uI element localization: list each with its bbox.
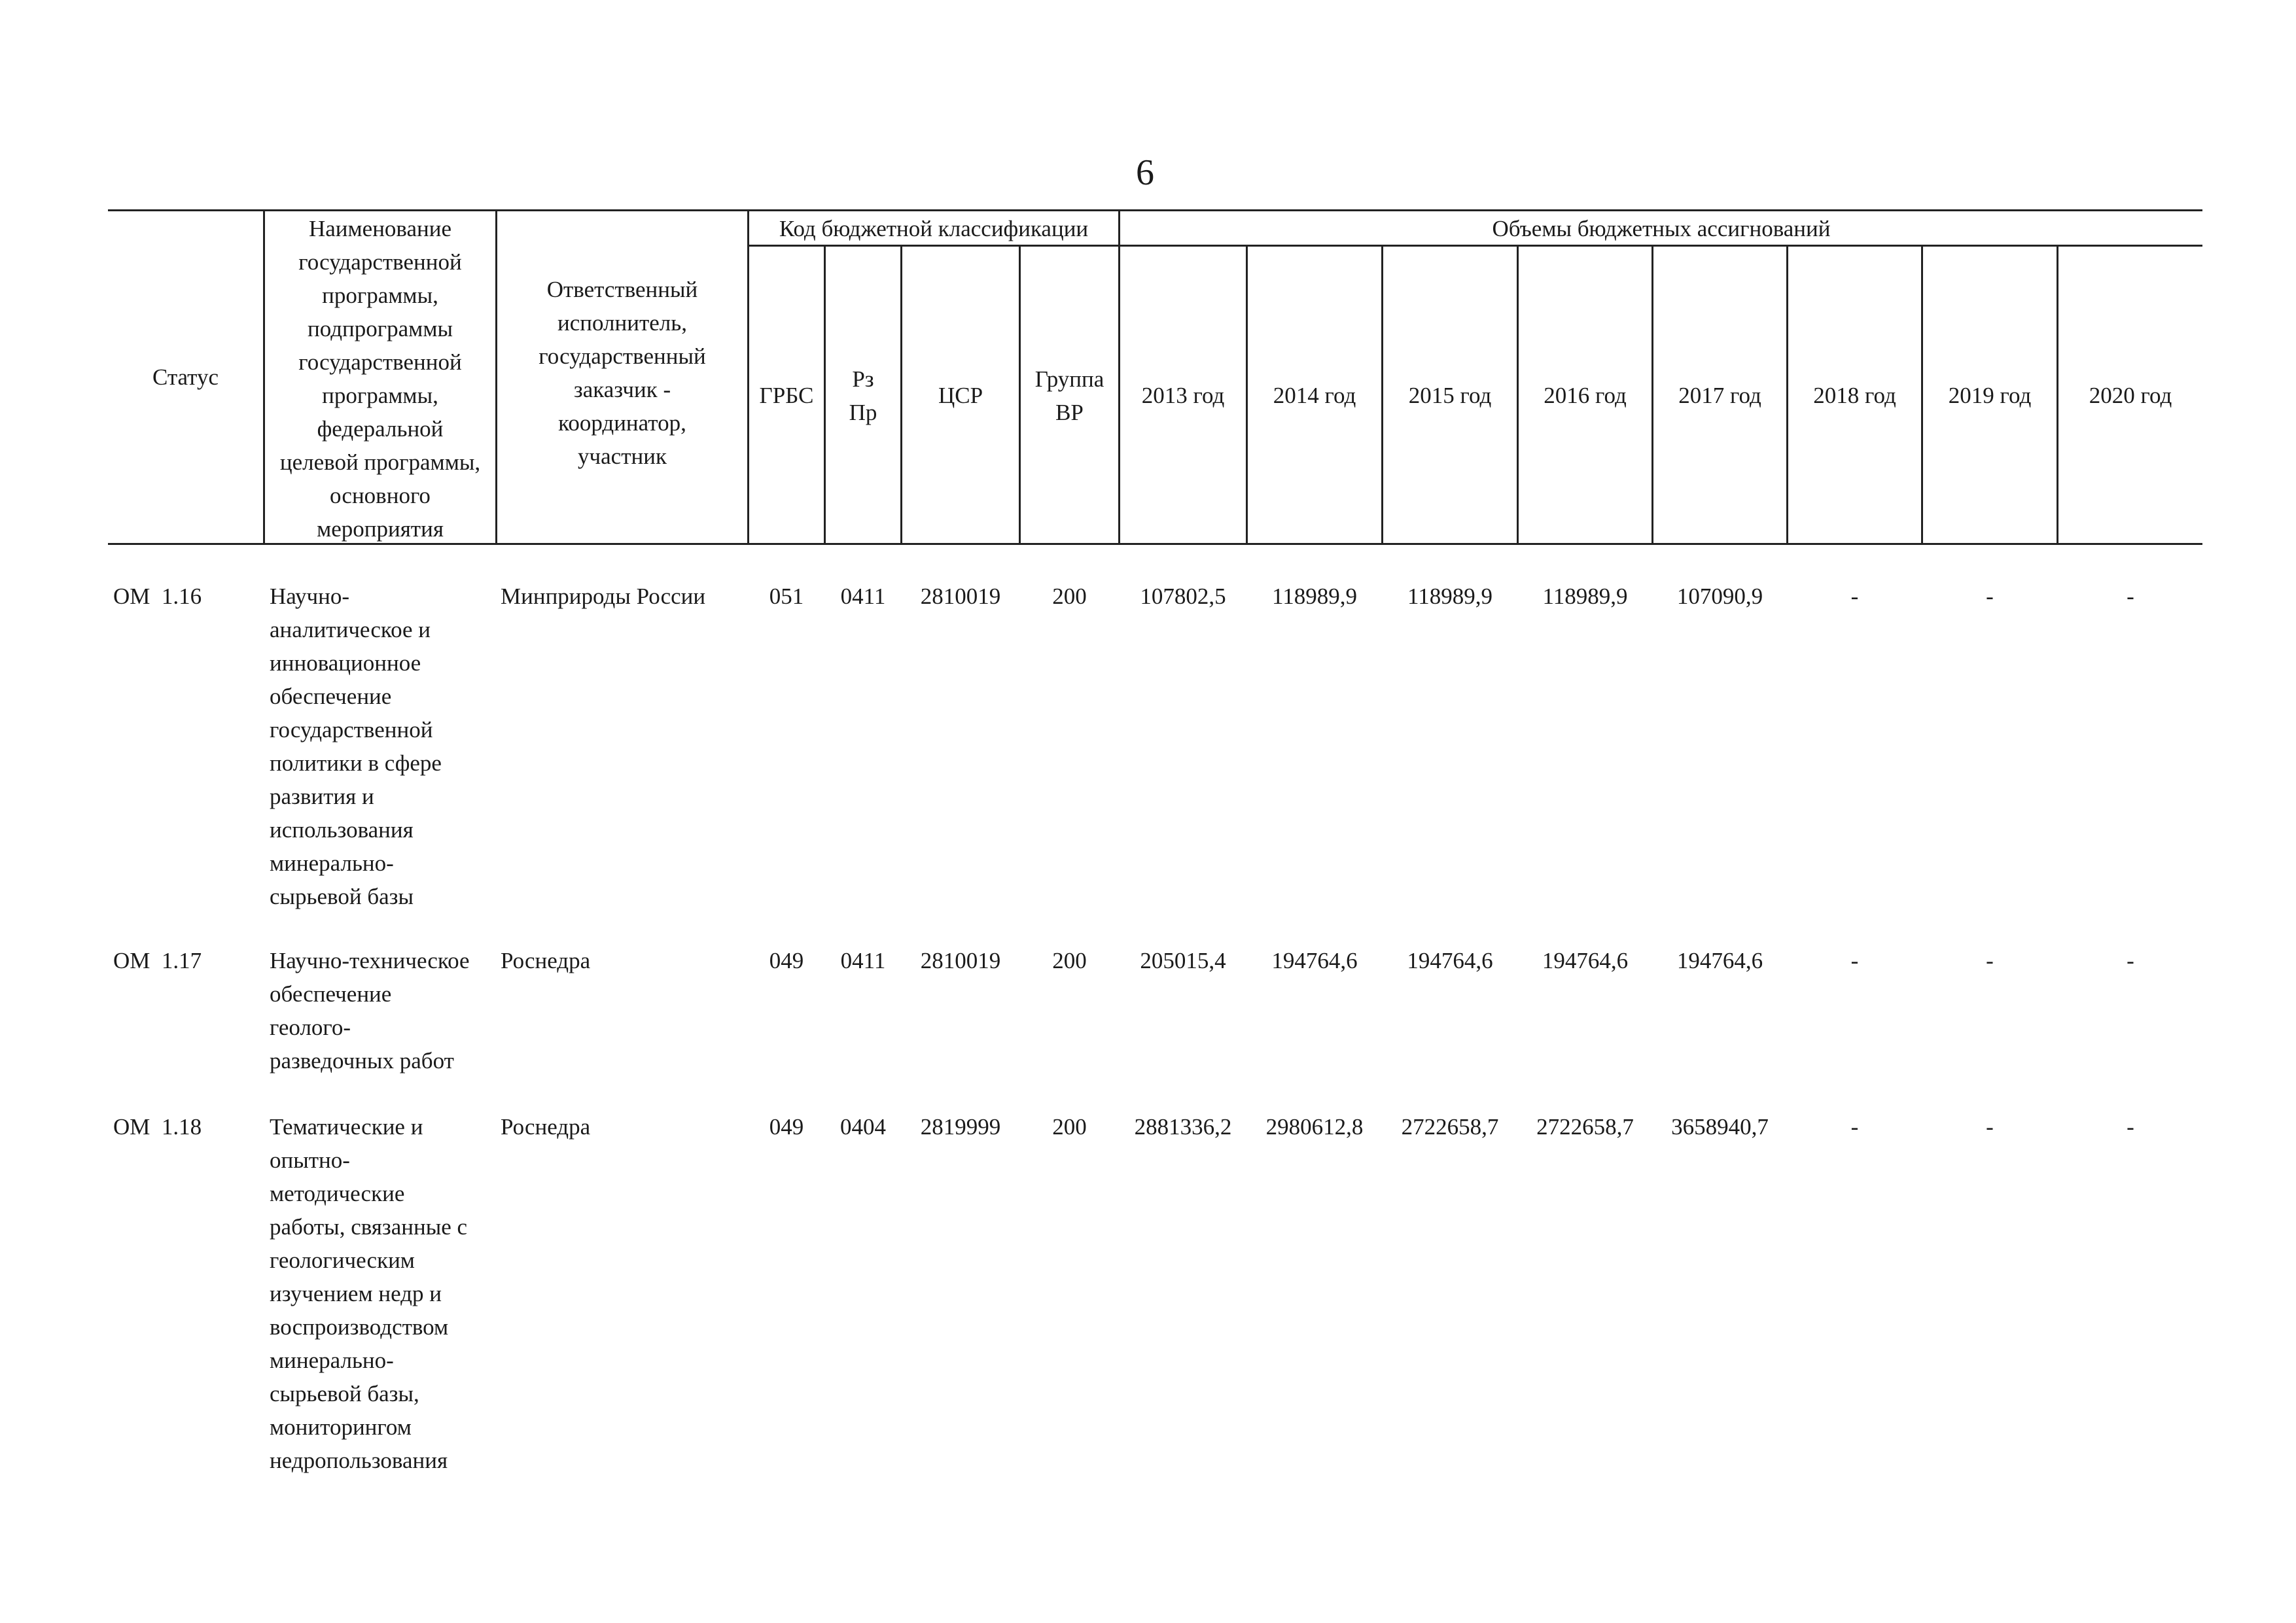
row-grbs: 049 — [769, 1114, 804, 1140]
row-csr: 2810019 — [920, 584, 1001, 609]
header-status: Статус — [152, 364, 219, 390]
row-value-2015: 118989,9 — [1407, 584, 1492, 609]
row-grbs: 051 — [769, 584, 804, 609]
row-vr: 200 — [1052, 948, 1087, 973]
row-value-2018: - — [1850, 584, 1859, 609]
row-rzpr: 0411 — [840, 584, 886, 609]
row-value-2016: 118989,9 — [1542, 584, 1628, 609]
row-rzpr: 0404 — [840, 1114, 886, 1140]
header-year-2020: 2020 год — [2089, 383, 2172, 408]
row-value-2015: 194764,6 — [1407, 948, 1493, 973]
row-csr: 2819999 — [920, 1114, 1001, 1140]
header-executor: Ответственный исполнитель, государственный заказчик - координатор, участник — [539, 277, 706, 469]
header-year-2017: 2017 год — [1678, 383, 1761, 408]
row-value-2017: 3658940,7 — [1671, 1114, 1769, 1140]
header-rzpr: Рз Пр — [849, 366, 877, 425]
header-year-2018: 2018 год — [1813, 383, 1896, 408]
row-value-2020: - — [2127, 1114, 2134, 1140]
row-csr: 2810019 — [920, 948, 1001, 973]
row-value-2016: 2722658,7 — [1536, 1114, 1634, 1140]
row-value-2018: - — [1850, 1114, 1859, 1140]
row-value-2013: 2881336,2 — [1134, 1114, 1232, 1140]
row-value-2019: - — [1986, 1114, 1994, 1140]
header-year-2016: 2016 год — [1544, 383, 1627, 408]
row-executor: Роснедра — [501, 1114, 591, 1140]
row-rzpr: 0411 — [840, 948, 886, 973]
row-status: ОМ 1.18 — [113, 1114, 202, 1140]
row-value-2019: - — [1986, 948, 1994, 973]
row-value-2014: 118989,9 — [1272, 584, 1357, 609]
row-value-2017: 107090,9 — [1676, 584, 1763, 609]
row-vr: 200 — [1052, 1114, 1087, 1140]
row-grbs: 049 — [769, 948, 804, 973]
header-volumes-group: Объемы бюджетных ассигнований — [1492, 216, 1831, 241]
header-year-2014: 2014 год — [1273, 383, 1356, 408]
row-executor: Минприроды России — [501, 584, 706, 609]
row-name: Тематические и опытно- методические работы, связанные с геологическим изучением недр и воспроизводством минерально- сырьевой базы, мониторингом недропользования — [270, 1114, 468, 1473]
row-value-2015: 2722658,7 — [1401, 1114, 1499, 1140]
header-year-2019: 2019 год — [1948, 383, 2032, 408]
row-vr: 200 — [1052, 584, 1087, 609]
header-budget-code-group: Код бюджетной классификации — [779, 216, 1089, 241]
header-grbs: ГРБС — [759, 383, 814, 408]
row-status: ОМ 1.17 — [113, 948, 202, 973]
header-csr: ЦСР — [938, 383, 983, 408]
row-status: ОМ 1.16 — [113, 584, 202, 609]
header-name: Наименование государственной программы, подпрограммы государственной программы, федеральной целевой программы, основного мероприятия — [279, 216, 481, 542]
row-value-2013: 205015,4 — [1140, 948, 1226, 973]
header-year-2015: 2015 год — [1408, 383, 1492, 408]
row-value-2020: - — [2127, 948, 2134, 973]
row-value-2017: 194764,6 — [1676, 948, 1763, 973]
row-value-2013: 107802,5 — [1140, 584, 1226, 609]
row-value-2019: - — [1986, 584, 1994, 609]
row-value-2014: 194764,6 — [1271, 948, 1358, 973]
header-vr: Группа ВР — [1034, 366, 1104, 425]
row-value-2018: - — [1850, 948, 1859, 973]
header-year-2013: 2013 год — [1141, 383, 1225, 408]
row-executor: Роснедра — [501, 948, 591, 973]
row-name: Научно- аналитическое и инновационное обеспечение государственной политики в сфере развития и использования минерально- сырьевой базы — [270, 584, 442, 909]
row-value-2020: - — [2127, 584, 2134, 609]
table-top-rule — [108, 209, 2202, 211]
row-value-2014: 2980612,8 — [1265, 1114, 1364, 1140]
row-name: Научно-техническое обеспечение геолого- разведочных работ — [270, 948, 470, 1073]
page-number: 6 — [1136, 152, 1154, 193]
row-value-2016: 194764,6 — [1542, 948, 1629, 973]
